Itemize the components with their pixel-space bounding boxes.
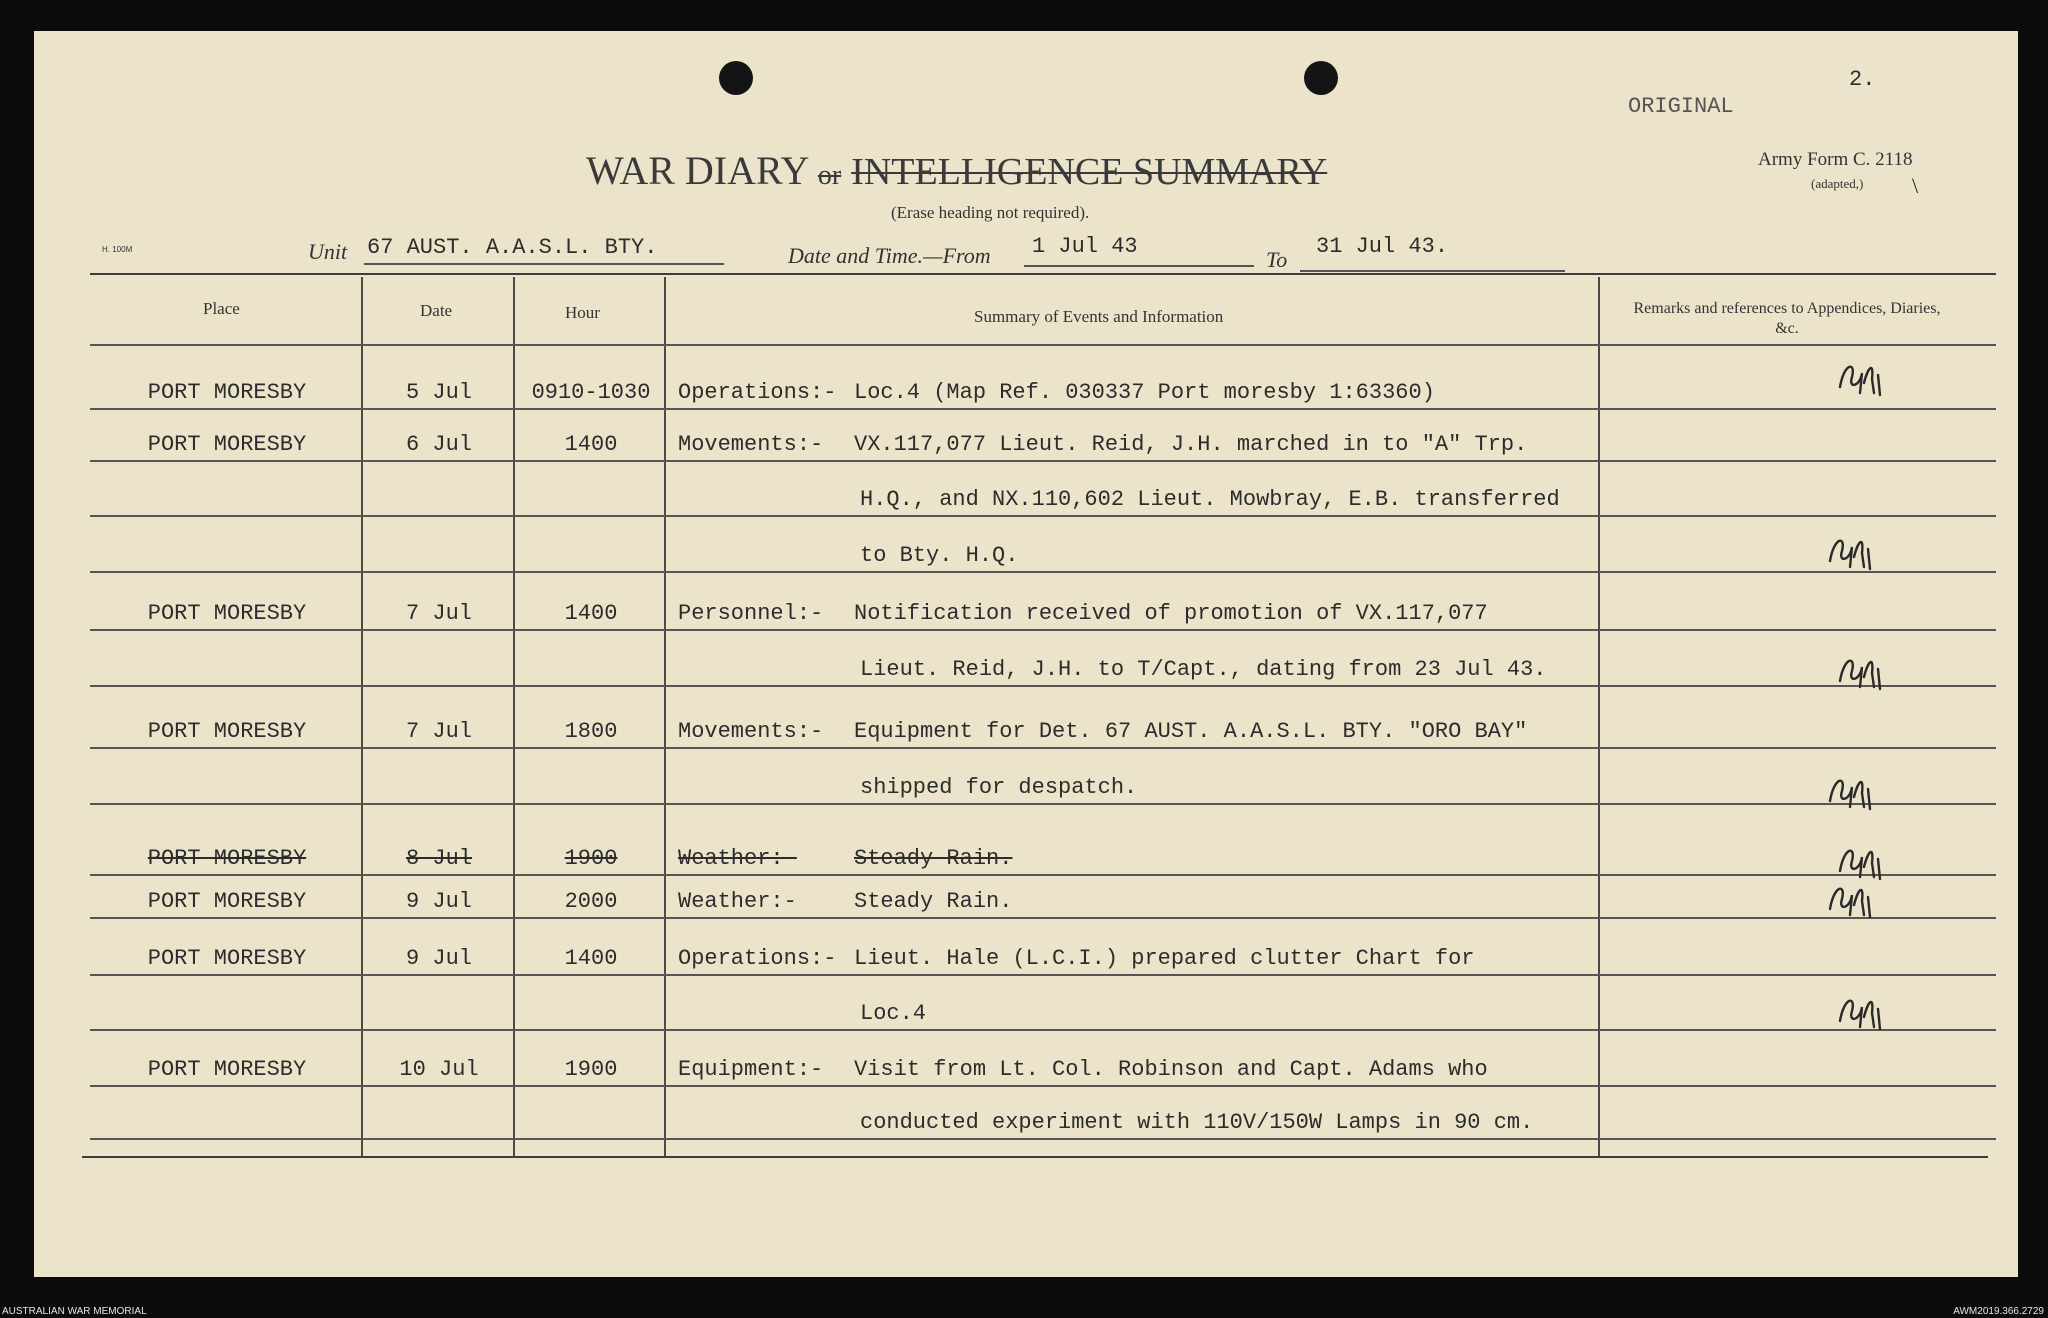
col-header-date: Date bbox=[420, 301, 453, 320]
date-from: 1 Jul 43 bbox=[1032, 234, 1138, 259]
footer-accession-number: AWM2019.366.2729 bbox=[1953, 1306, 2044, 1317]
entry-hour: 1400 bbox=[564, 601, 618, 626]
entry-category: Personnel:- bbox=[678, 601, 824, 626]
row-rule bbox=[90, 874, 1996, 876]
entry-place: PORT MORESBY bbox=[147, 846, 307, 871]
entry-date: 9 Jul bbox=[405, 946, 472, 971]
entry-date: 9 Jul bbox=[405, 889, 472, 914]
entry-hour: 2000 bbox=[564, 889, 618, 914]
date-from-underline bbox=[1024, 265, 1254, 267]
page-number: 2. bbox=[1849, 67, 1876, 92]
entry-hour: 1400 bbox=[564, 946, 618, 971]
table-top-rule bbox=[90, 273, 1996, 275]
entry-date: 8 Jul bbox=[405, 846, 472, 871]
date-to: 31 Jul 43. bbox=[1316, 234, 1449, 259]
unit-label: Unit bbox=[308, 239, 348, 264]
row-rule bbox=[90, 803, 1996, 805]
entry-category: Operations:- bbox=[678, 946, 837, 971]
row-rule bbox=[90, 408, 1996, 410]
entry-place: PORT MORESBY bbox=[147, 1057, 307, 1082]
row-rule bbox=[90, 629, 1996, 631]
punch-hole-right bbox=[1304, 61, 1338, 95]
col-header-hour: Hour bbox=[565, 303, 600, 322]
entry-date: 7 Jul bbox=[405, 719, 472, 744]
table-bottom-rule bbox=[82, 1156, 1988, 1158]
row-rule bbox=[90, 747, 1996, 749]
officer-initials-mark bbox=[1834, 353, 1884, 397]
entry-hour: 1900 bbox=[564, 846, 618, 871]
entry-place: PORT MORESBY bbox=[147, 432, 307, 457]
header-underline bbox=[90, 344, 1996, 346]
entry-hour: 1800 bbox=[564, 719, 618, 744]
entry-date: 10 Jul bbox=[399, 1057, 479, 1082]
entry-date: 7 Jul bbox=[405, 601, 472, 626]
entry-category: Movements:- bbox=[678, 432, 824, 457]
officer-initials-mark bbox=[1824, 875, 1874, 919]
entry-category: Equipment:- bbox=[678, 1057, 824, 1082]
entry-place: PORT MORESBY bbox=[147, 889, 307, 914]
officer-initials-mark bbox=[1834, 987, 1884, 1031]
entry-category: Operations:- bbox=[678, 380, 837, 405]
entry-line: Loc.4 bbox=[860, 1001, 927, 1026]
entry-line: Equipment for Det. 67 AUST. A.A.S.L. BTY. "ORO BAY" bbox=[854, 719, 1528, 744]
officer-initials-mark bbox=[1834, 647, 1884, 691]
entry-hour: 1400 bbox=[564, 432, 618, 457]
entry-date: 5 Jul bbox=[405, 380, 472, 405]
entry-line: shipped for despatch. bbox=[860, 775, 1138, 800]
row-rule bbox=[90, 571, 1996, 573]
heading-note: (Erase heading not required). bbox=[891, 203, 1090, 222]
row-rule bbox=[90, 917, 1996, 919]
entry-category: Movements:- bbox=[678, 719, 824, 744]
title-war-diary: WAR DIARY bbox=[586, 148, 808, 193]
officer-initials-mark bbox=[1824, 527, 1874, 571]
army-form-adapted: (adapted,) bbox=[1811, 176, 1864, 191]
date-time-label: Date and Time.—From bbox=[788, 243, 991, 268]
entry-line: Notification received of promotion of VX.117,077 bbox=[854, 601, 1488, 626]
entry-category: Weather:- bbox=[678, 846, 797, 871]
entry-hour: 1900 bbox=[564, 1057, 618, 1082]
entry-line: Loc.4 (Map Ref. 030337 Port moresby 1:63360) bbox=[854, 380, 1435, 405]
entry-line: Steady Rain. bbox=[854, 846, 1013, 871]
entry-line: to Bty. H.Q. bbox=[860, 543, 1019, 568]
officer-initials-mark bbox=[1824, 767, 1874, 811]
entry-place: PORT MORESBY bbox=[147, 601, 307, 626]
row-rule bbox=[90, 1029, 1996, 1031]
war-diary-title bbox=[586, 147, 1327, 194]
entry-line: Visit from Lt. Col. Robinson and Capt. Adams who bbox=[854, 1057, 1488, 1082]
diary-sheet bbox=[34, 31, 2018, 1277]
date-to-label: To bbox=[1266, 247, 1288, 272]
unit-value: 67 AUST. A.A.S.L. BTY. bbox=[367, 235, 658, 260]
row-rule bbox=[90, 1085, 1996, 1087]
form-code: H. 100M bbox=[102, 245, 133, 254]
date-to-underline bbox=[1300, 270, 1565, 272]
row-rule bbox=[90, 685, 1996, 687]
row-rule bbox=[90, 460, 1996, 462]
entry-line: conducted experiment with 110V/150W Lamps in 90 cm. bbox=[860, 1110, 1534, 1135]
army-form-label: Army Form C. 2118 bbox=[1758, 149, 1913, 170]
col-header-place: Place bbox=[203, 299, 240, 318]
entry-line: Lieut. Reid, J.H. to T/Capt., dating from 23 Jul 43. bbox=[860, 657, 1547, 682]
entry-hour: 0910-1030 bbox=[531, 380, 651, 405]
row-rule bbox=[90, 515, 1996, 517]
unit-underline bbox=[364, 263, 724, 265]
entry-category: Weather:- bbox=[678, 889, 797, 914]
entry-line: Lieut. Hale (L.C.I.) prepared clutter Chart for bbox=[854, 946, 1475, 971]
col-header-remarks bbox=[1622, 299, 1952, 339]
original-stamp: ORIGINAL bbox=[1628, 94, 1734, 119]
footer-credit-left: AUSTRALIAN WAR MEMORIAL bbox=[2, 1306, 147, 1317]
entry-date: 6 Jul bbox=[405, 432, 472, 457]
entry-line: H.Q., and NX.110,602 Lieut. Mowbray, E.B. transferred bbox=[860, 487, 1560, 512]
col-header-summary: Summary of Events and Information bbox=[974, 307, 1224, 326]
entry-place: PORT MORESBY bbox=[147, 380, 307, 405]
title-or-struck: or bbox=[817, 160, 842, 191]
row-rule bbox=[90, 1138, 1996, 1140]
entry-line: VX.117,077 Lieut. Reid, J.H. marched in to "A" Trp. bbox=[854, 432, 1528, 457]
entry-place: PORT MORESBY bbox=[147, 719, 307, 744]
entry-line: Steady Rain. bbox=[854, 889, 1013, 914]
punch-hole-left bbox=[719, 61, 753, 95]
row-rule bbox=[90, 974, 1996, 976]
title-intelligence-summary-struck: INTELLIGENCE SUMMARY bbox=[851, 151, 1328, 193]
tick-mark: \ bbox=[1912, 173, 1919, 198]
entry-place: PORT MORESBY bbox=[147, 946, 307, 971]
col-header-remarks-text: Remarks and references to Appendices, Diaries, &c. bbox=[1633, 300, 1941, 337]
